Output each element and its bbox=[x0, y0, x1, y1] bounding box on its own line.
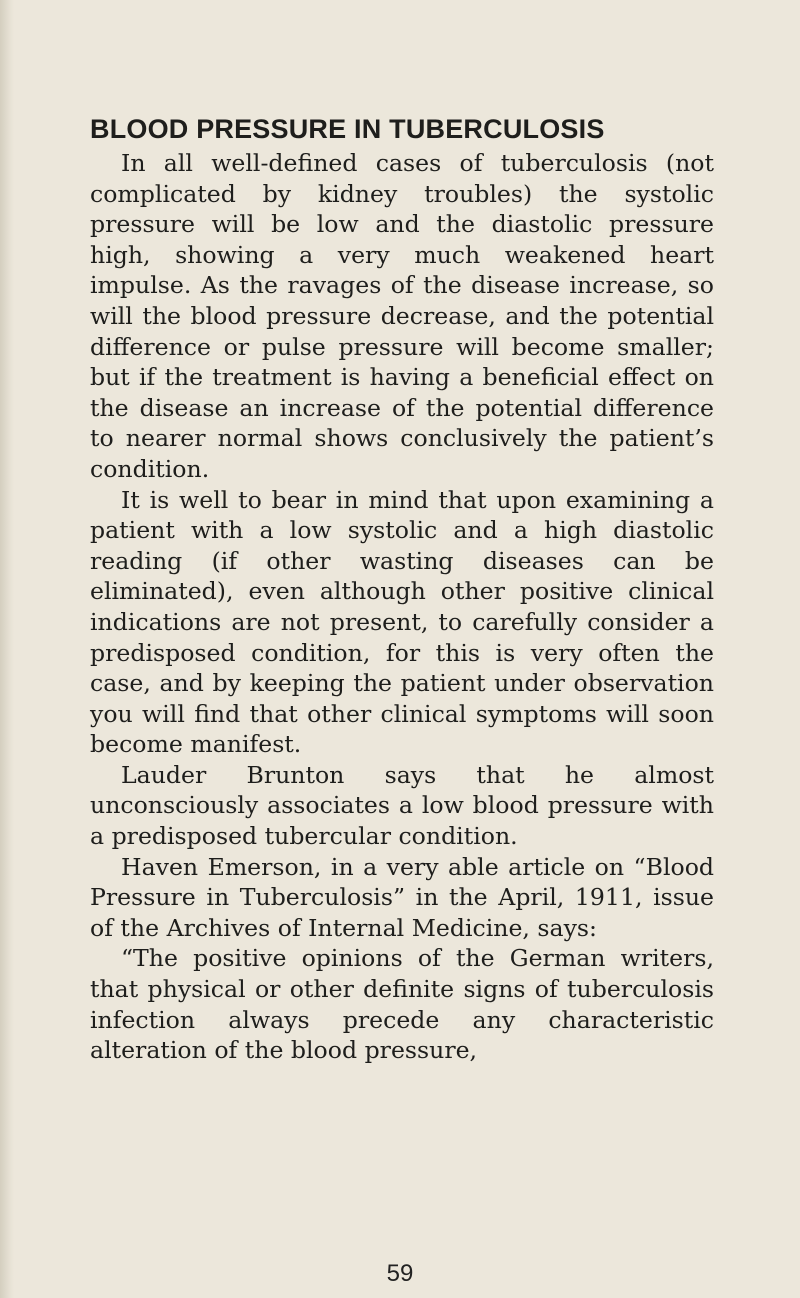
paragraph-4: Haven Emerson, in a very able article on “Blood Pressure in Tuberculosis” in the April, 1911, issue of the Archives of Internal Medicine, says: bbox=[90, 852, 714, 942]
paragraph-1: In all well-defined cases of tuberculosis (not complicated by kidney troubles) the systolic pressure will be low and the diastolic pressure high, showing a very much weakened heart impulse. As the ravages of the disease increase, so will the blood pressure decrease, and the potential difference or pulse pressure will become smaller; but if the treatment is having a beneficial effect on the disease an increase of the potential difference to nearer normal shows conclusively the patient’s condition. bbox=[90, 149, 714, 483]
page-gutter-shadow bbox=[0, 0, 14, 1298]
page-number: 59 bbox=[386, 1260, 414, 1287]
paragraph-5-quote: “The positive opinions of the German writers, that physical or other definite signs of tuberculosis infection always precede any characteristic alteration of the blood pressure, bbox=[90, 944, 714, 1065]
paragraph-3: Lauder Brunton says that he almost unconsciously associates a low blood pressure with a predisposed tubercular condition. bbox=[90, 760, 714, 851]
paragraph-2: It is well to bear in mind that upon examining a patient with a low systolic and a high diastolic reading (if other wasting diseases can be eliminated), even although other positive clinical indications are not present, to carefully consider a predisposed condition, for this is very often the case, and by keeping the patient under observation you will find that other clinical symptoms will soon become manifest. bbox=[90, 485, 714, 759]
page-content bbox=[90, 112, 714, 1066]
page-heading: BLOOD PRESSURE IN TUBERCULOSIS bbox=[90, 114, 605, 144]
